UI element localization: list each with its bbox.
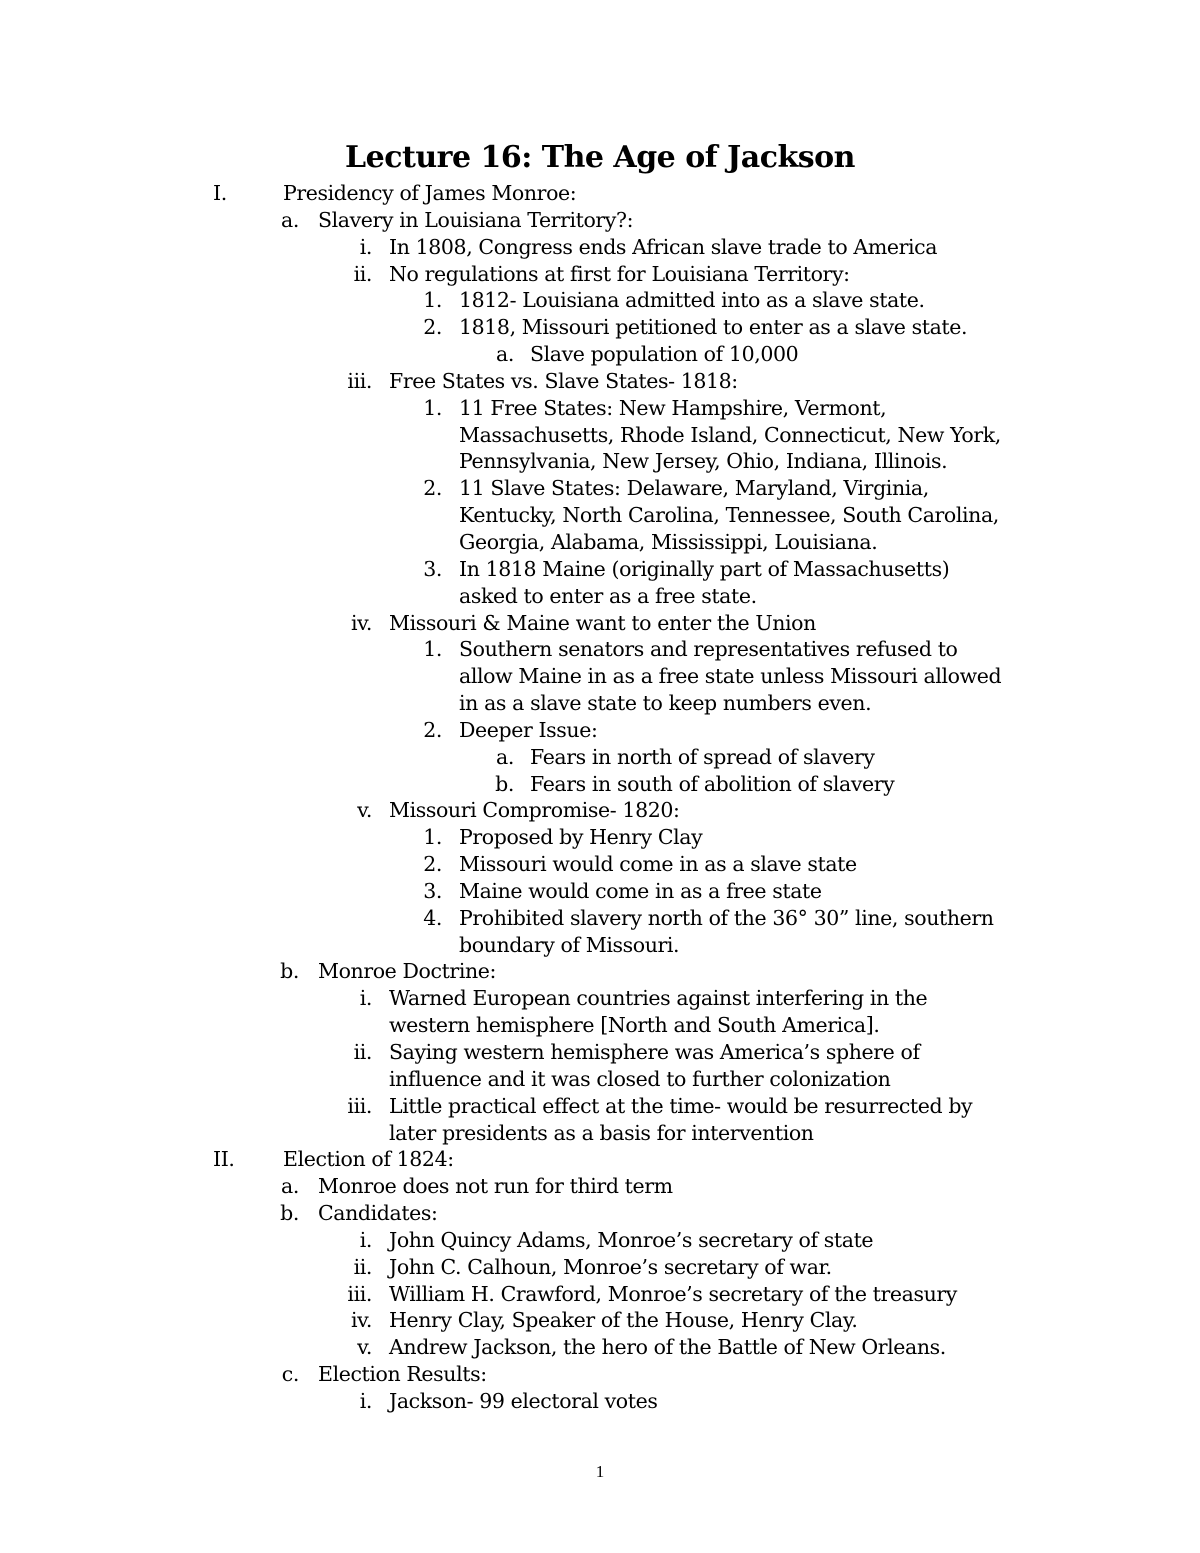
outline-text: Prohibited slavery north of the 36° 30” line, southern xyxy=(459,905,994,930)
page-number: 1 xyxy=(595,1462,605,1481)
outline-marker: a. xyxy=(496,744,514,769)
outline-text: Georgia, Alabama, Mississippi, Louisiana. xyxy=(459,529,878,554)
outline-text: No regulations at first for Louisiana Territory: xyxy=(389,261,850,286)
outline-line xyxy=(0,529,1200,556)
outline-line xyxy=(0,744,1200,771)
outline-marker: a. xyxy=(281,207,299,232)
outline-line xyxy=(0,878,1200,905)
outline-line xyxy=(0,1388,1200,1415)
outline-marker: ii. xyxy=(353,261,372,286)
outline-line xyxy=(0,287,1200,314)
outline-line xyxy=(0,636,1200,663)
outline-marker: c. xyxy=(281,1362,299,1387)
outline-text: influence and it was closed to further colonization xyxy=(389,1066,891,1091)
outline-line xyxy=(0,690,1200,717)
outline-line xyxy=(0,368,1200,395)
outline-text: John Quincy Adams, Monroe’s secretary of state xyxy=(389,1227,874,1252)
outline-line xyxy=(0,1173,1200,1200)
outline-text: Fears in north of spread of slavery xyxy=(530,744,875,769)
outline-text: Jackson- 99 electoral votes xyxy=(389,1388,658,1413)
outline-text: 11 Free States: New Hampshire, Vermont, xyxy=(459,395,887,420)
outline-line xyxy=(0,314,1200,341)
outline-marker: a. xyxy=(496,342,514,367)
outline-line xyxy=(0,1120,1200,1147)
outline-line xyxy=(0,663,1200,690)
outline-text: John C. Calhoun, Monroe’s secretary of war. xyxy=(389,1254,832,1279)
outline-text: Maine would come in as a free state xyxy=(459,878,822,903)
outline-text: Slave population of 10,000 xyxy=(530,342,799,367)
outline-text: Election Results: xyxy=(318,1362,487,1387)
outline-marker: I. xyxy=(213,181,227,205)
outline-text: Presidency of James Monroe: xyxy=(283,181,577,205)
outline-marker: v. xyxy=(357,1335,372,1360)
outline-marker: 2. xyxy=(423,476,442,501)
outline-text: Monroe Doctrine: xyxy=(318,959,497,984)
outline-line xyxy=(0,771,1200,798)
outline-marker: 3. xyxy=(423,556,442,581)
outline-text: Pennsylvania, New Jersey, Ohio, Indiana, Illinois. xyxy=(459,449,948,474)
outline-text: Free States vs. Slave States- 1818: xyxy=(389,368,738,393)
outline-line xyxy=(0,932,1200,959)
outline-marker: 2. xyxy=(423,852,442,877)
page-title: Lecture 16: The Age of Jackson xyxy=(345,140,855,175)
outline-marker: 1. xyxy=(423,288,442,313)
outline-line xyxy=(0,1093,1200,1120)
outline-line xyxy=(0,824,1200,851)
outline-line xyxy=(0,1334,1200,1361)
outline-line xyxy=(0,1012,1200,1039)
outline-text: Kentucky, North Carolina, Tennessee, South Carolina, xyxy=(459,503,999,528)
outline-text: Little practical effect at the time- would be resurrected by xyxy=(389,1093,973,1118)
outline-text: Slavery in Louisiana Territory?: xyxy=(318,207,634,232)
outline-text: Henry Clay, Speaker of the House, Henry Clay. xyxy=(389,1308,858,1333)
outline-marker: i. xyxy=(359,1227,372,1252)
outline-line xyxy=(0,1307,1200,1334)
outline-text: asked to enter as a free state. xyxy=(459,583,757,608)
outline-line xyxy=(0,958,1200,985)
outline-marker: 2. xyxy=(423,717,442,742)
outline-line xyxy=(0,1361,1200,1388)
outline-text: later presidents as a basis for intervention xyxy=(389,1120,814,1145)
outline-marker: ii. xyxy=(353,1254,372,1279)
outline-text: In 1818 Maine (originally part of Massachusetts) xyxy=(459,556,950,581)
outline-line xyxy=(0,341,1200,368)
outline-text: allow Maine in as a free state unless Missouri allowed xyxy=(459,664,1002,689)
outline-line xyxy=(0,475,1200,502)
outline-line xyxy=(0,1281,1200,1308)
outline-line xyxy=(0,583,1200,610)
outline-line xyxy=(0,502,1200,529)
outline-line xyxy=(0,717,1200,744)
outline-line xyxy=(0,556,1200,583)
outline-marker: v. xyxy=(357,798,372,823)
outline-text: Missouri & Maine want to enter the Union xyxy=(389,610,816,635)
outline-text: Deeper Issue: xyxy=(459,717,598,742)
outline-marker: i. xyxy=(359,986,372,1011)
outline-line xyxy=(0,1200,1200,1227)
outline-line xyxy=(0,1254,1200,1281)
outline-line xyxy=(0,851,1200,878)
outline-marker: II. xyxy=(213,1147,235,1172)
outline-line xyxy=(0,448,1200,475)
outline-text: Warned European countries against interfering in the xyxy=(389,986,928,1011)
outline-line xyxy=(0,395,1200,422)
outline-text: Candidates: xyxy=(318,1201,438,1226)
outline-line xyxy=(0,261,1200,288)
outline-text: Proposed by Henry Clay xyxy=(459,825,703,850)
outline-line xyxy=(0,610,1200,637)
outline-text: 1812- Louisiana admitted into as a slave state. xyxy=(459,288,925,313)
outline-marker: 3. xyxy=(423,878,442,903)
outline-marker: 1. xyxy=(423,825,442,850)
outline-marker: b. xyxy=(280,959,299,984)
outline-line xyxy=(0,1227,1200,1254)
outline-marker: iv. xyxy=(350,610,372,635)
outline-line xyxy=(0,207,1200,234)
outline-text: western hemisphere [North and South America]. xyxy=(389,1013,880,1038)
outline-line xyxy=(0,1146,1200,1173)
lecture-outline xyxy=(0,180,1200,1415)
outline-text: Monroe does not run for third term xyxy=(318,1174,673,1199)
outline-text: Missouri would come in as a slave state xyxy=(459,852,857,877)
outline-text: Massachusetts, Rhode Island, Connecticut, New York, xyxy=(459,422,1001,447)
outline-marker: iii. xyxy=(347,1281,372,1306)
outline-line xyxy=(0,422,1200,449)
outline-text: boundary of Missouri. xyxy=(459,932,680,957)
outline-marker: b. xyxy=(280,1201,299,1226)
outline-text: William H. Crawford, Monroe’s secretary of the treasury xyxy=(389,1281,957,1306)
outline-marker: 4. xyxy=(423,905,442,930)
outline-line xyxy=(0,1039,1200,1066)
outline-line xyxy=(0,1066,1200,1093)
outline-text: Missouri Compromise- 1820: xyxy=(389,798,680,823)
outline-line xyxy=(0,180,1200,207)
outline-text: Fears in south of abolition of slavery xyxy=(530,771,895,796)
outline-text: in as a slave state to keep numbers even. xyxy=(459,691,872,716)
outline-line xyxy=(0,905,1200,932)
outline-marker: a. xyxy=(281,1174,299,1199)
outline-marker: 2. xyxy=(423,315,442,340)
outline-text: Southern senators and representatives refused to xyxy=(459,637,958,662)
outline-line xyxy=(0,234,1200,261)
outline-text: Saying western hemisphere was America’s sphere of xyxy=(389,1040,920,1064)
outline-text: Election of 1824: xyxy=(283,1147,454,1172)
outline-line xyxy=(0,985,1200,1012)
outline-marker: iii. xyxy=(347,368,372,393)
outline-marker: 1. xyxy=(423,637,442,662)
outline-text: 11 Slave States: Delaware, Maryland, Virginia, xyxy=(459,476,929,501)
outline-marker: b. xyxy=(495,771,514,796)
outline-marker: i. xyxy=(359,1388,372,1413)
outline-marker: 1. xyxy=(423,395,442,420)
outline-marker: iv. xyxy=(350,1308,372,1333)
outline-marker: ii. xyxy=(353,1040,372,1064)
outline-marker: i. xyxy=(359,234,372,259)
outline-marker: iii. xyxy=(347,1093,372,1118)
outline-text: 1818, Missouri petitioned to enter as a slave state. xyxy=(459,315,968,340)
outline-line xyxy=(0,797,1200,824)
outline-text: Andrew Jackson, the hero of the Battle of New Orleans. xyxy=(389,1335,946,1360)
outline-text: In 1808, Congress ends African slave trade to America xyxy=(389,234,938,259)
